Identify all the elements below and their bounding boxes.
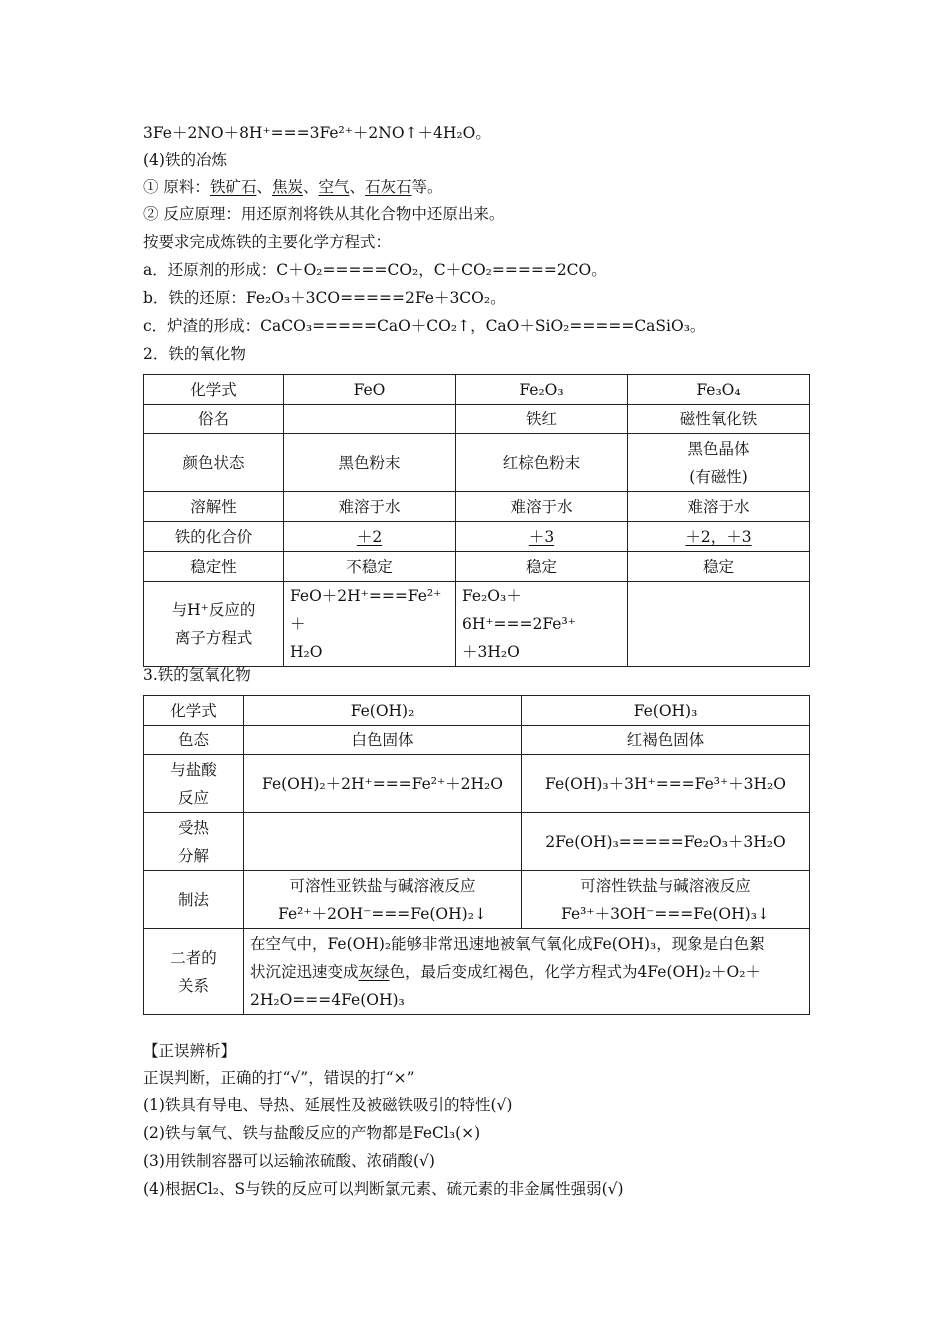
table-cell: Fe(OH)₃＋3H⁺===Fe³⁺＋3H₂O xyxy=(522,755,810,813)
table-row xyxy=(144,813,810,871)
table-cell: 铁红 xyxy=(456,405,628,434)
raw-item: 石灰石 xyxy=(365,178,412,196)
table-cell: 黑色粉末 xyxy=(284,434,456,492)
smelting-heading: (4)铁的冶炼 xyxy=(143,151,227,169)
iron-hydroxide-table xyxy=(143,695,810,1015)
instruction-line: 按要求完成炼铁的主要化学方程式： xyxy=(143,233,392,251)
table-cell: 与盐酸 反应 xyxy=(144,755,244,813)
table-cell: 铁的化合价 xyxy=(144,522,284,552)
raw-item: 空气 xyxy=(318,178,350,196)
table-cell xyxy=(628,582,810,667)
table-row xyxy=(144,929,810,1015)
table-cell: ＋3 xyxy=(456,522,628,552)
table-cell: Fe₃O₄ xyxy=(628,375,810,405)
table-cell: Fe₂O₃ xyxy=(456,375,628,405)
table-cell: Fe(OH)₂ xyxy=(244,696,522,726)
raw-item: 铁矿石 xyxy=(209,178,257,196)
table-cell xyxy=(244,813,522,871)
table-row xyxy=(144,434,810,492)
equation-b: b．铁的还原：Fe₂O₃＋3CO=====2Fe＋3CO₂。 xyxy=(143,289,506,307)
table-row xyxy=(144,375,810,405)
table-cell: 可溶性铁盐与碱溶液反应 Fe³⁺＋3OH⁻===Fe(OH)₃↓ xyxy=(522,871,810,929)
reaction-principle: ② 反应原理：用还原剂将铁从其化合物中还原出来。 xyxy=(143,205,505,223)
table-cell: 难溶于水 xyxy=(628,492,810,522)
table-row xyxy=(144,726,810,755)
equation-no-reaction: 3Fe＋2NO＋8H⁺===3Fe²⁺＋2NO↑＋4H₂O。 xyxy=(143,124,491,142)
table-cell: ＋2 xyxy=(284,522,456,552)
table-cell: Fe₂O₃＋6H⁺===2Fe³⁺ ＋3H₂O xyxy=(456,582,628,667)
table-cell: ＋2，＋3 xyxy=(628,522,810,552)
raw-item: 焦炭 xyxy=(271,178,303,196)
relation-cell: 在空气中，Fe(OH)₂能够非常迅速地被氧气氧化成Fe(OH)₃，现象是白色絮 状沉淀迅速变成灰绿色，最后变成红褐色，化学方程式为4Fe(OH)₂＋O₂＋ 2H₂O===4Fe(OH)₃ xyxy=(244,929,810,1015)
table-cell: 溶解性 xyxy=(144,492,284,522)
judgement-item: (2)铁与氧气、铁与盐酸反应的产物都是FeCl₃(×) xyxy=(143,1124,481,1142)
table-cell: 受热 分解 xyxy=(144,813,244,871)
table-cell: 俗名 xyxy=(144,405,284,434)
table-row xyxy=(144,871,810,929)
table-cell: 颜色状态 xyxy=(144,434,284,492)
table-cell: Fe(OH)₂＋2H⁺===Fe²⁺＋2H₂O xyxy=(244,755,522,813)
table-cell: 化学式 xyxy=(144,375,284,405)
table-cell: 稳定 xyxy=(628,552,810,582)
raw-materials-line: ① 原料：铁矿石、焦炭、空气、石灰石等。 xyxy=(143,178,443,196)
table-cell: 红棕色粉末 xyxy=(456,434,628,492)
judgement-intro: 正误判断，正确的打“√”，错误的打“×” xyxy=(143,1069,415,1087)
table-cell: 红褐色固体 xyxy=(522,726,810,755)
table-cell: 2Fe(OH)₃=====Fe₂O₃＋3H₂O xyxy=(522,813,810,871)
table-cell: Fe(OH)₃ xyxy=(522,696,810,726)
judgement-item: (4)根据Cl₂、S与铁的反应可以判断氯元素、硫元素的非金属性强弱(√) xyxy=(143,1180,624,1198)
table-cell: 化学式 xyxy=(144,696,244,726)
table-row xyxy=(144,522,810,552)
equation-a: a．还原剂的形成：C＋O₂=====CO₂，C＋CO₂=====2CO。 xyxy=(143,261,607,279)
table-cell xyxy=(284,405,456,434)
oxide-heading: 2．铁的氧化物 xyxy=(143,345,246,363)
table-cell: 不稳定 xyxy=(284,552,456,582)
table-row xyxy=(144,755,810,813)
table-row xyxy=(144,405,810,434)
hydroxide-heading: 3.铁的氢氧化物 xyxy=(143,666,251,684)
table-row xyxy=(144,492,810,522)
judgement-item: (1)铁具有导电、导热、延展性及被磁铁吸引的特性(√) xyxy=(143,1096,513,1114)
table-cell: 稳定 xyxy=(456,552,628,582)
table-cell: 黑色晶体 (有磁性) xyxy=(628,434,810,492)
table-cell: FeO xyxy=(284,375,456,405)
judgement-item: (3)用铁制容器可以运输浓硫酸、浓硝酸(√) xyxy=(143,1152,435,1170)
table-cell: 白色固体 xyxy=(244,726,522,755)
table-row xyxy=(144,582,810,667)
table-cell: FeO＋2H⁺===Fe²⁺＋ H₂O xyxy=(284,582,456,667)
table-cell: 色态 xyxy=(144,726,244,755)
table-cell: 难溶于水 xyxy=(456,492,628,522)
table-cell: 磁性氧化铁 xyxy=(628,405,810,434)
table-cell: 难溶于水 xyxy=(284,492,456,522)
table-row xyxy=(144,696,810,726)
iron-oxide-table xyxy=(143,374,810,667)
equation-c: c．炉渣的形成：CaCO₃=====CaO＋CO₂↑，CaO＋SiO₂=====CaSiO₃。 xyxy=(143,317,706,335)
table-cell: 稳定性 xyxy=(144,552,284,582)
table-row xyxy=(144,552,810,582)
judgement-title: 【正误辨析】 xyxy=(143,1042,237,1060)
table-cell: 可溶性亚铁盐与碱溶液反应 Fe²⁺＋2OH⁻===Fe(OH)₂↓ xyxy=(244,871,522,929)
table-cell: 制法 xyxy=(144,871,244,929)
table-cell: 与H⁺反应的 离子方程式 xyxy=(144,582,284,667)
table-cell: 二者的 关系 xyxy=(144,929,244,1015)
